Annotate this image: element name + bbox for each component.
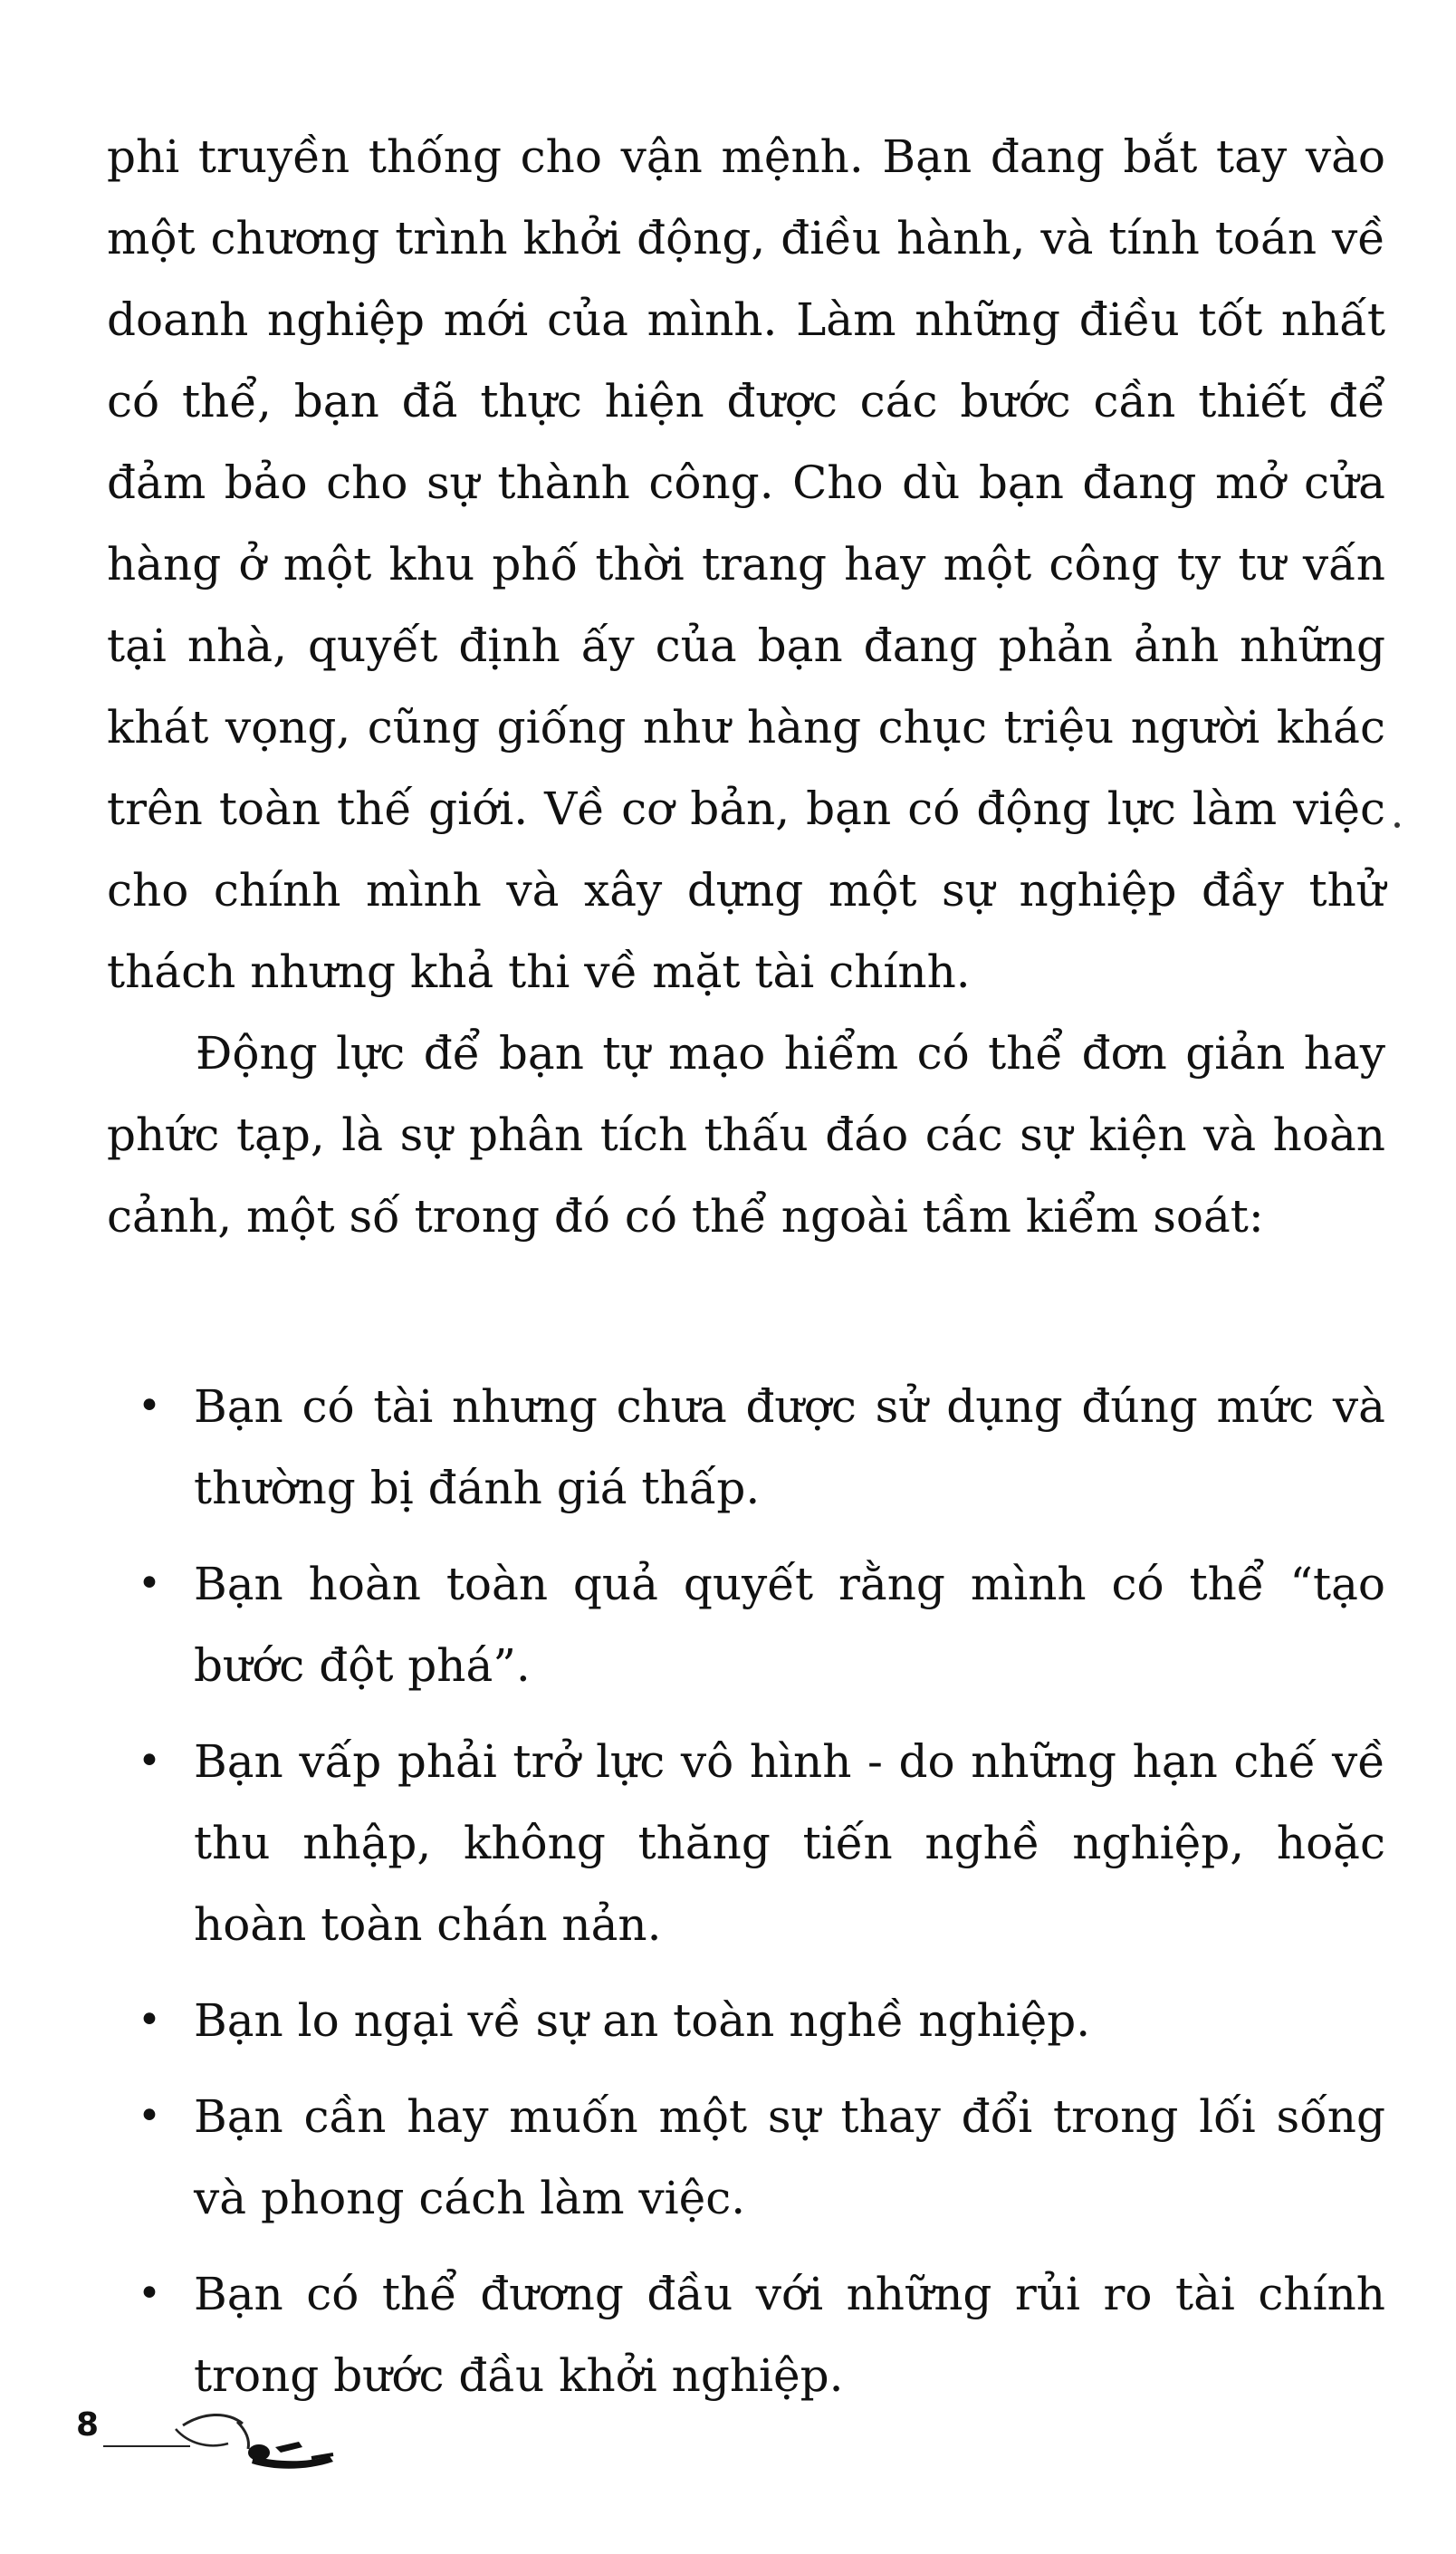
list-item-text: Bạn cần hay muốn một sự thay đổi trong lối sống và phong cách làm việc.	[194, 2090, 1385, 2224]
list-item	[107, 2253, 1385, 2416]
body-paragraph-2: Động lực để bạn tự mạo hiểm có thể đơn giản hay phức tạp, là sự phân tích thấu đáo các sự kiện và hoàn cảnh, một số trong đó có thể ngoài tầm kiểm soát:	[107, 1027, 1385, 1243]
page-content	[107, 116, 1385, 2431]
swimmer-ornament-icon	[139, 2407, 348, 2471]
list-item	[107, 1366, 1385, 1529]
list-item-text: Bạn có tài nhưng chưa được sử dụng đúng mức và thường bị đánh giá thấp.	[194, 1380, 1385, 1514]
bullet-icon: •	[138, 1383, 161, 1429]
list-item-text: Bạn hoàn toàn quả quyết rằng mình có thể “tạo bước đột phá”.	[194, 1558, 1385, 1692]
list-item	[107, 2076, 1385, 2239]
scan-speck	[1394, 822, 1400, 828]
list-item-text: Bạn lo ngại về sự an toàn nghề nghiệp.	[194, 1994, 1091, 2047]
bullet-icon: •	[138, 1997, 161, 2043]
list-item-text: Bạn có thể đương đầu với những rủi ro tài chính trong bước đầu khởi nghiệp.	[194, 2268, 1385, 2402]
bullet-list	[107, 1366, 1385, 2416]
bullet-icon: •	[138, 1738, 161, 1784]
list-item	[107, 1721, 1385, 1965]
list-item-text: Bạn vấp phải trở lực vô hình - do những hạn chế về thu nhập, không thăng tiến nghề nghiệp, hoặc hoàn toàn chán nản.	[194, 1735, 1385, 1951]
list-item	[107, 1543, 1385, 1706]
page-footer	[76, 2404, 438, 2476]
page-number: 8	[76, 2406, 100, 2444]
bullet-icon: •	[138, 1560, 161, 1607]
bullet-icon: •	[138, 2093, 161, 2139]
body-paragraph-1: phi truyền thống cho vận mệnh. Bạn đang bắt tay vào một chương trình khởi động, điều hành, và tính toán về doanh nghiệp mới của mình. Làm những điều tốt nhất có thể, bạn đã thực hiện được các bước cần thiết để đảm bảo cho sự thành công. Cho dù bạn đang mở cửa hàng ở một khu phố thời trang hay một công ty tư vấn tại nhà, quyết định ấy của bạn đang phản ảnh những khát vọng, cũng giống như hàng chục triệu người khác trên toàn thế giới. Về cơ bản, bạn có động lực làm việc cho chính mình và xây dựng một sự nghiệp đầy thử thách nhưng khả thi về mặt tài chính.	[107, 130, 1385, 998]
list-item	[107, 1980, 1385, 2061]
bullet-icon: •	[138, 2271, 161, 2317]
